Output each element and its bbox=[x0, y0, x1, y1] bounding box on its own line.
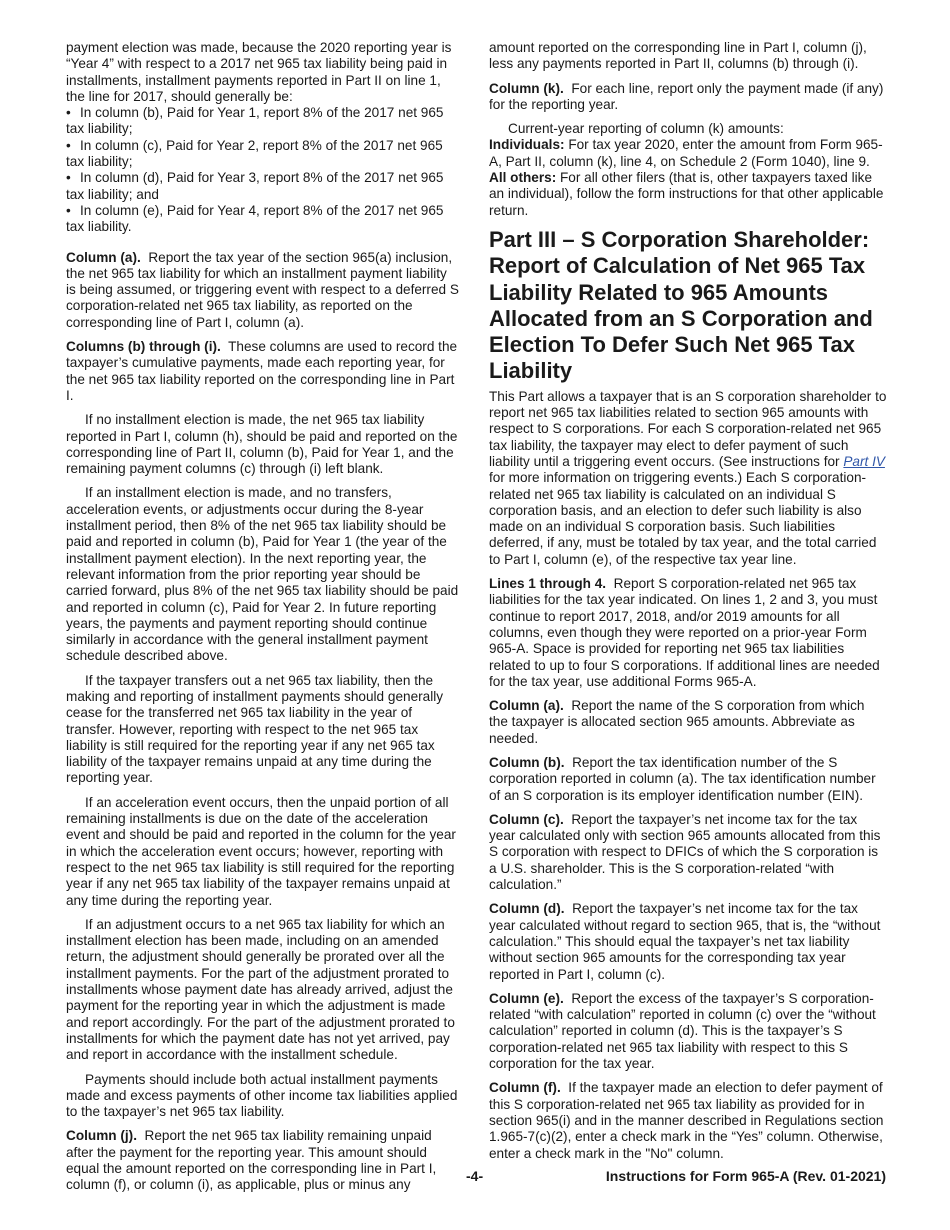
footer-title: Instructions for Form 965-A (Rev. 01-2021) bbox=[605, 1168, 886, 1184]
part3-column-a-paragraph: Column (a). Report the name of the S corporation from which the taxpayer is allocated section 965 amounts. Abbreviate as needed. bbox=[489, 698, 865, 746]
part3-column-d-paragraph: Column (d). Report the taxpayer’s net income tax for the tax year calculated without regard to section 965, that is, the “without calculation.” This should equal the taxpayer’s net tax liability without section 965 amounts for the corresponding tax year reported in Part I, column (c). bbox=[489, 901, 881, 982]
part-iv-link[interactable]: Part IV bbox=[843, 453, 885, 469]
election-paragraph: If an installment election is made, and no transfers, acceleration events, or adjustments occur during the 8-year installment period, then 8% of the net 965 tax liability should be paid and reported in column (b), Paid for Year 1 (the year of the installment payment election). In the next reporting year, the relevant information from the prior reporting year should be carried forward, plus 8% of the net 965 tax liability should be paid and reported in column (c), Paid for Year 2. In future reporting years, the payments and payment reporting should continue similarly in accordance with the general installment payment schedule described above. bbox=[66, 485, 459, 664]
bullet-icon: • bbox=[66, 170, 71, 186]
bullet-icon: • bbox=[66, 202, 71, 218]
individuals-paragraph: Individuals: For tax year 2020, enter the amount from Form 965-A, Part II, column (k), line 4, on Schedule 2 (Form 1040), line 9. bbox=[489, 137, 883, 169]
left-column bbox=[66, 40, 460, 1202]
page-number: -4- bbox=[466, 1168, 484, 1184]
adjustment-paragraph: If an adjustment occurs to a net 965 tax liability for which an installment election has been made, including on an amended return, the adjustment should generally be prorated over all the installment payments. For the part of the adjustment prorated to installments whose payment date has already arrived, adjust the payment for the reporting year in which the adjustment is made and report accordingly. For the part of the adjustment prorated to installments for which the payment date has not yet arrived, pay and report in accordance with the installment schedule. bbox=[66, 916, 455, 1063]
list-item: • In column (c), Paid for Year 2, report 8% of the 2017 net 965 tax liability; bbox=[66, 137, 443, 170]
part3-column-f-paragraph: Column (f). If the taxpayer made an election to defer payment of this S corporation-related net 965 tax liability as provided for in section 965(i) and in the manner described in Regulations section 1.965-7(c)(2), enter a check mark in the “Yes” column. Otherwise, enter a check mark in the "No" column. bbox=[489, 1080, 884, 1161]
list-item: • In column (e), Paid for Year 4, report 8% of the 2017 net 965 tax liability. bbox=[66, 202, 444, 235]
columns-b-i-paragraph: Columns (b) through (i). These columns are used to record the taxpayer’s cumulative payments, made each reporting year, for the net 965 tax liability reported on the corresponding line in Part I. bbox=[66, 339, 458, 403]
current-year-heading: Current-year reporting of column (k) amounts: bbox=[508, 121, 784, 137]
bullet-list bbox=[66, 105, 460, 235]
column-j-paragraph: Column (j). Report the net 965 tax liability remaining unpaid after the payment for the reporting year. This amount should equal the amount reported on the corresponding line in Part I, column (f), or column (i), as applicable, plus or minus any bbox=[66, 1128, 437, 1193]
part3-column-e-paragraph: Column (e). Report the excess of the taxpayer’s S corporation-related “with calculation” reported in column (c) over the “without calculation” reported in column (d). This is the taxpayer’s S corporation-related net 965 tax liability with respect to this S corporation for the tax year. bbox=[489, 990, 876, 1072]
column-a-paragraph: Column (a). Report the tax year of the section 965(a) inclusion, the net 965 tax liability for which an installment payment liability is being assumed, or triggering event with respect to a deferred S corporation-related net 965 tax liability, as reported on the corresponding line of Part I, column (a). bbox=[66, 249, 459, 330]
acceleration-paragraph: If an acceleration event occurs, then the unpaid portion of all remaining installments is due on the date of the acceleration event and should be paid and reported in the column for the year in which the acceleration event occurs; however, reporting with respect to the net 965 tax liability is still required for the reporting year if any net 965 tax liability of the taxpayer remains unpaid at any time during the reporting year. bbox=[66, 794, 456, 908]
continuation-paragraph: amount reported on the corresponding line in Part I, column (j), less any payments reported in Part II, columns (b) through (i). bbox=[489, 40, 867, 72]
no-election-paragraph: If no installment election is made, the net 965 tax liability reported in Part I, column (h), should be paid and reported on the corresponding line of Part II, column (b), Paid for Year 1, and the remaining payment columns (c) through (i) left blank. bbox=[66, 412, 458, 477]
all-others-paragraph: All others: For all other filers (that is, other taxpayers taxed like an individual), follow the form instructions for that other applicable return. bbox=[489, 170, 884, 218]
list-item: • In column (b), Paid for Year 1, report 8% of the 2017 net 965 tax liability; bbox=[66, 105, 444, 137]
part-iii-heading: Part III – S Corporation Shareholder: Report of Calculation of Net 965 Tax Liability Related to 965 Amounts Allocated from an S Corporation and Election To Defer Such Net 965 Tax Liability bbox=[489, 226, 873, 384]
intro-paragraph: payment election was made, because the 2020 reporting year is “Year 4” with respect to a 2017 net 965 tax liability being paid in installments, installment payments reported in Part II on line 1, the line for 2017, should generally be: bbox=[66, 40, 452, 104]
list-item: • In column (d), Paid for Year 3, report 8% of the 2017 net 965 tax liability; and bbox=[66, 170, 444, 202]
bullet-icon: • bbox=[66, 105, 71, 121]
column-k-paragraph: Column (k). For each line, report only the payment made (if any) for the reporting year. bbox=[489, 80, 884, 112]
part3-column-c-paragraph: Column (c). Report the taxpayer’s net income tax for the tax year calculated only with section 965 amounts allocated from this S corporation with respect to DFICs of which the S corporation is a U.S. shareholder. This is the S corporation-related “with calculation.” bbox=[489, 811, 881, 893]
part-iii-intro: This Part allows a taxpayer that is an S corporation shareholder to report net 965 tax liabilities related to section 965 amounts with respect to S corporations. For each S corporation-related net 965 tax liability, the taxpayer may elect to defer payment of such liability until a triggering event occurs. (See instructions for Part IV for more information on triggering events.) Each S corporation-related net 965 tax liability is calculated on an individual S corporation basis, and an election to defer such liability is also made on an individual S corporation basis. Such liabilities deferred, if any, must be totaled by tax year, and the total carried to Part I, column (e), of the respective tax year line. bbox=[489, 388, 887, 567]
right-column bbox=[489, 40, 887, 1170]
bullet-icon: • bbox=[66, 137, 71, 153]
part3-column-b-paragraph: Column (b). Report the tax identification number of the S corporation reported in column (a). The tax identification number of an S corporation is its employer identification number (EIN). bbox=[489, 754, 876, 803]
lines-1-4-paragraph: Lines 1 through 4. Report S corporation-related net 965 tax liabilities for the tax year indicated. On lines 1, 2 and 3, you must continue to report 2017, 2018, and/or 2019 amounts for all columns, even though they were reported on a prior-year Form 965-A. Space is provided for reporting net 965 tax liabilities related to up to four S corporations. If additional lines are needed for the tax year, use additional Forms 965-A. bbox=[489, 576, 880, 689]
payments-paragraph: Payments should include both actual installment payments made and excess payments of other income tax liabilities applied to the taxpayer’s net 965 tax liability. bbox=[66, 1071, 458, 1120]
transfer-paragraph: If the taxpayer transfers out a net 965 tax liability, then the making and reporting of installment payments should generally cease for the transferred net 965 tax liability in the year of transfer. However, reporting with respect to the net 965 tax liability is still required for the reporting year if any net 965 tax liability of the taxpayer remains unpaid at any time during the reporting year. bbox=[66, 672, 444, 786]
